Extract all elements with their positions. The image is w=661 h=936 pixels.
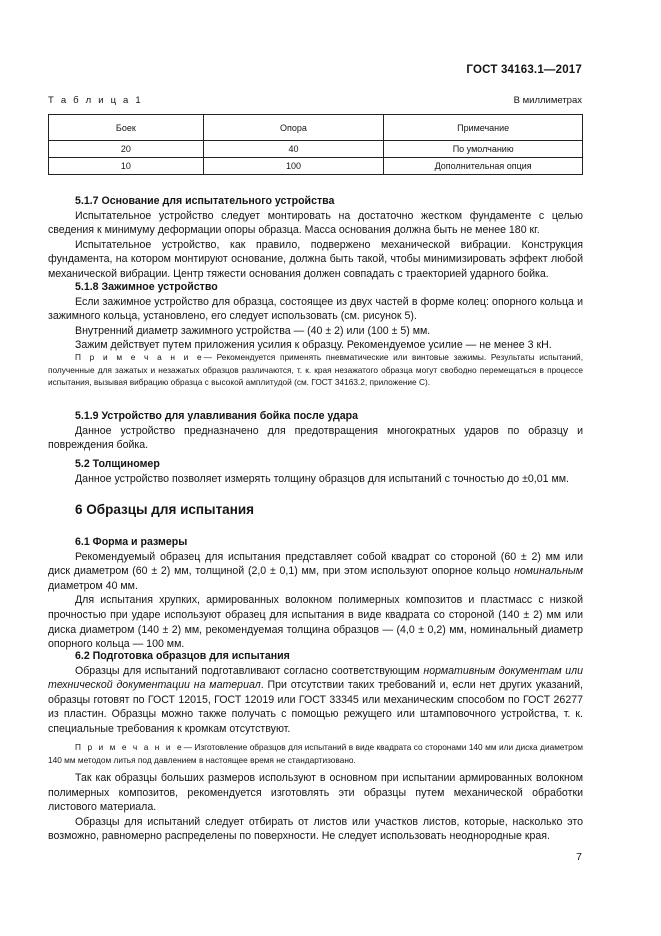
- section-heading: 5.1.8 Зажимное устройство: [75, 281, 218, 293]
- document-number: ГОСТ 34163.1—2017: [466, 64, 582, 76]
- section-5-1-7: [48, 194, 583, 282]
- table-cell: 20: [49, 141, 204, 158]
- paragraph: Для испытания хрупких, армированных волокном полимерных композитов и пластмасс с низкой прочностью при ударе используют образец для испытания в виде квадрата со стороной (140 ± 2) мм или диска диаметром (140 ± 2) мм, рекомендуемая толщина образцов — (4,0 ± 0,2) мм, номинальный диаметр опорного кольца — 100 мм.: [48, 594, 583, 651]
- section-heading: 5.1.7 Основание для испытательного устройства: [75, 195, 335, 207]
- table-header-row: [49, 115, 583, 141]
- column-header: Примечание: [384, 115, 583, 141]
- note-text: — Изготовление образцов для испытаний в виде квадрата со сторонами 140 мм или диска диаметром 140 мм методом литья под давлением в настоящее время не стандартизовано.: [48, 742, 583, 765]
- table-units: В миллиметрах: [513, 95, 582, 106]
- paragraph: Испытательное устройство, как правило, подвержено механической вибрации. Конструкция фундамента, на котором монтируют основание, должна быть такой, чтобы минимизировать эффект любой механической вибрации. Центр тяжести основания должен совпадать с траекторией ударного бойка.: [48, 238, 583, 280]
- section-6-2: [48, 649, 583, 737]
- table-row: [49, 141, 583, 158]
- note-label: П р и м е ч а н и е: [75, 742, 184, 752]
- paragraph: Данное устройство позволяет измерять толщину образцов для испытаний с точностью до ±0,01 мм.: [75, 472, 569, 485]
- section-heading: 5.1.9 Устройство для улавливания бойка после удара: [75, 410, 359, 422]
- paragraph: Образцы для испытаний следует отбирать от листов или участков листов, которые, насколько это возможно, равномерно распределены по поверхности. Не следует использовать неоднородные края.: [48, 815, 583, 843]
- paragraph: Зажим действует путем приложения усилия к образцу. Рекомендуемое усилие — не менее 3 кН.: [75, 339, 552, 352]
- table-cell: По умолчанию: [384, 141, 583, 158]
- section-6-2-cont: [48, 771, 583, 844]
- data-table: [48, 114, 583, 175]
- section-heading: 6.2 Подготовка образцов для испытания: [75, 650, 290, 662]
- note-5-1-8: [48, 351, 583, 389]
- note-label: П р и м е ч а н и е: [75, 352, 204, 362]
- table-caption: Т а б л и ц а 1: [48, 95, 143, 106]
- table-cell: Дополнительная опция: [384, 158, 583, 175]
- column-header: Опора: [203, 115, 384, 141]
- paragraph: Внутренний диаметр зажимного устройства — (40 ± 2) или (100 ± 5) мм.: [75, 324, 431, 337]
- paragraph: Данное устройство предназначено для предотвращения многократных ударов по образцу и повреждения бойка.: [48, 424, 583, 452]
- section-6-1: [48, 535, 583, 652]
- table-cell: 40: [203, 141, 384, 158]
- column-header: Боек: [49, 115, 204, 141]
- page-number: 7: [576, 851, 582, 863]
- note-text: — Рекомендуется применять пневматические или винтовые зажимы. Результаты испытаний, полученные для зажатых и незажатых образцов различаются, т. к. края незажатого образца могут свободно перемещаться в процессе испытания, вызывая вибрацию образца с высокой амплитудой (см. ГОСТ 34163.2, приложение С).: [48, 352, 583, 388]
- section-5-1-8: [48, 280, 583, 353]
- table-row: [49, 158, 583, 175]
- section-heading: 6.1 Форма и размеры: [75, 536, 188, 548]
- table-cell: 100: [203, 158, 384, 175]
- chapter-title: 6 Образцы для испытания: [75, 502, 255, 517]
- table-cell: 10: [49, 158, 204, 175]
- paragraph: Если зажимное устройство для образца, состоящее из двух частей в форме колец: опорного кольца и зажимного кольца, установлено, его следует использовать (см. рисунок 5).: [48, 295, 583, 323]
- section-5-1-9: [48, 409, 583, 453]
- note-6-2: [48, 741, 583, 766]
- paragraph: Рекомендуемый образец для испытания представляет собой квадрат со стороной (60 ± 2) мм или диск диаметром (60 ± 2) мм, толщиной (2,0 ± 0,1) мм, при этом используют опорное кольцо номинальным диаметром 40 мм.: [48, 550, 583, 592]
- paragraph: Так как образцы больших размеров используют в основном при испытании армированных волокном полимерных композитов, рекомендуется изготовлять эти образцы путем механической обработки листового материала.: [48, 772, 583, 814]
- paragraph: Образцы для испытаний подготавливают согласно соответствующим нормативным документам или технической документации на материал. При отсутствии таких требований и, если нет других указаний, образцы готовят по ГОСТ 12015, ГОСТ 12019 или ГОСТ 33345 или механическим способом по ГОСТ 26277 из пластин. Образцы можно также получать с помощью режущего или штамповочного устройства, т. к. специальные требования к кромкам отсутствуют.: [48, 664, 584, 735]
- section-heading: 5.2 Толщиномер: [75, 458, 160, 470]
- section-5-2: [48, 457, 583, 486]
- paragraph: Испытательное устройство следует монтировать на достаточно жестком фундаменте с целью сведения к минимуму деформации опоры образца. Масса основания должна быть не менее 180 кг.: [48, 209, 583, 237]
